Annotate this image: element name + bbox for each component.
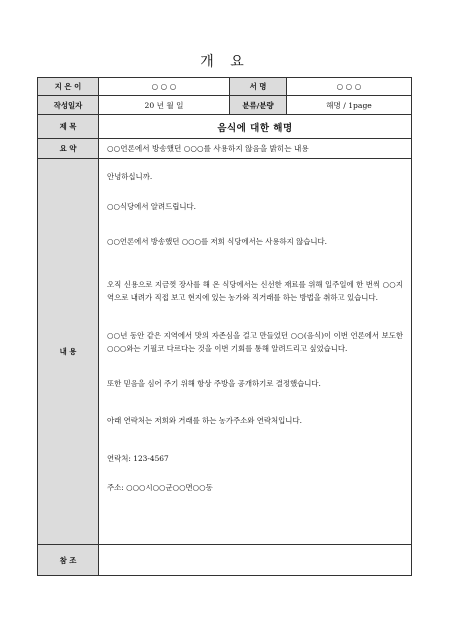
summary-row <box>38 139 412 159</box>
content-body <box>99 159 412 545</box>
content-paragraph: 안녕하십니까. <box>107 172 153 181</box>
reference-label: 참 조 <box>38 545 99 576</box>
signature-label: 서 명 <box>230 78 287 96</box>
content-paragraph: 주소: ○○○시○○군○○면○○동 <box>107 483 213 492</box>
author-row <box>38 78 412 96</box>
summary-value: ○○언론에서 방송했던 ○○○를 사용하지 않음을 밝히는 내용 <box>99 139 412 159</box>
signature-value: ○ ○ ○ <box>287 78 412 96</box>
author-label: 지 은 이 <box>38 78 99 96</box>
date-row <box>38 96 412 115</box>
subject-label: 제 목 <box>38 115 99 139</box>
subject-value: 음식에 대한 해명 <box>99 115 412 139</box>
content-paragraph: ○○년 동안 같은 지역에서 맛의 자존심을 걸고 만들었던 ○○(음식)이 이번 언론에서 보도한 ○○○와는 기필코 다르다는 것을 이번 기회를 통해 알려드리고 싶었습니다. <box>107 330 403 353</box>
category-label: 분류/분량 <box>230 96 287 115</box>
content-row <box>38 159 412 545</box>
subject-row <box>38 115 412 139</box>
content-paragraph: 아래 연락처는 저희와 거래를 하는 농가주소와 연락처입니다. <box>107 416 302 425</box>
reference-value <box>99 545 412 576</box>
content-paragraph: 또한 믿음을 심어 주기 위해 항상 주방을 공개하기로 결정했습니다. <box>107 378 321 388</box>
content-label: 내 용 <box>38 159 99 545</box>
summary-label: 요 약 <box>38 139 99 159</box>
content-paragraph: 오직 신용으로 지금껏 장사를 해 온 식당에서는 신선한 재료를 위해 일주일에 한 번씩 ○○지역으로 내려가 직접 보고 현지에 있는 농가와 직거래를 하는 방법을 취하고 있습니다. <box>107 279 403 302</box>
author-value: ○ ○ ○ <box>99 78 230 96</box>
document-title: 개 요 <box>200 54 250 70</box>
category-value: 해명 / 1page <box>287 96 412 115</box>
reference-row <box>38 545 412 576</box>
date-value: 20 년 월 일 <box>99 96 230 115</box>
summary-form <box>37 77 412 576</box>
content-paragraph: 연락처: 123-4567 <box>107 453 169 463</box>
content-paragraph: ○○식당에서 알려드립니다. <box>107 201 196 211</box>
date-label: 작성일자 <box>38 96 99 115</box>
content-paragraph: ○○언론에서 방송했던 ○○○를 저희 식당에서는 사용하지 않습니다. <box>107 237 328 246</box>
